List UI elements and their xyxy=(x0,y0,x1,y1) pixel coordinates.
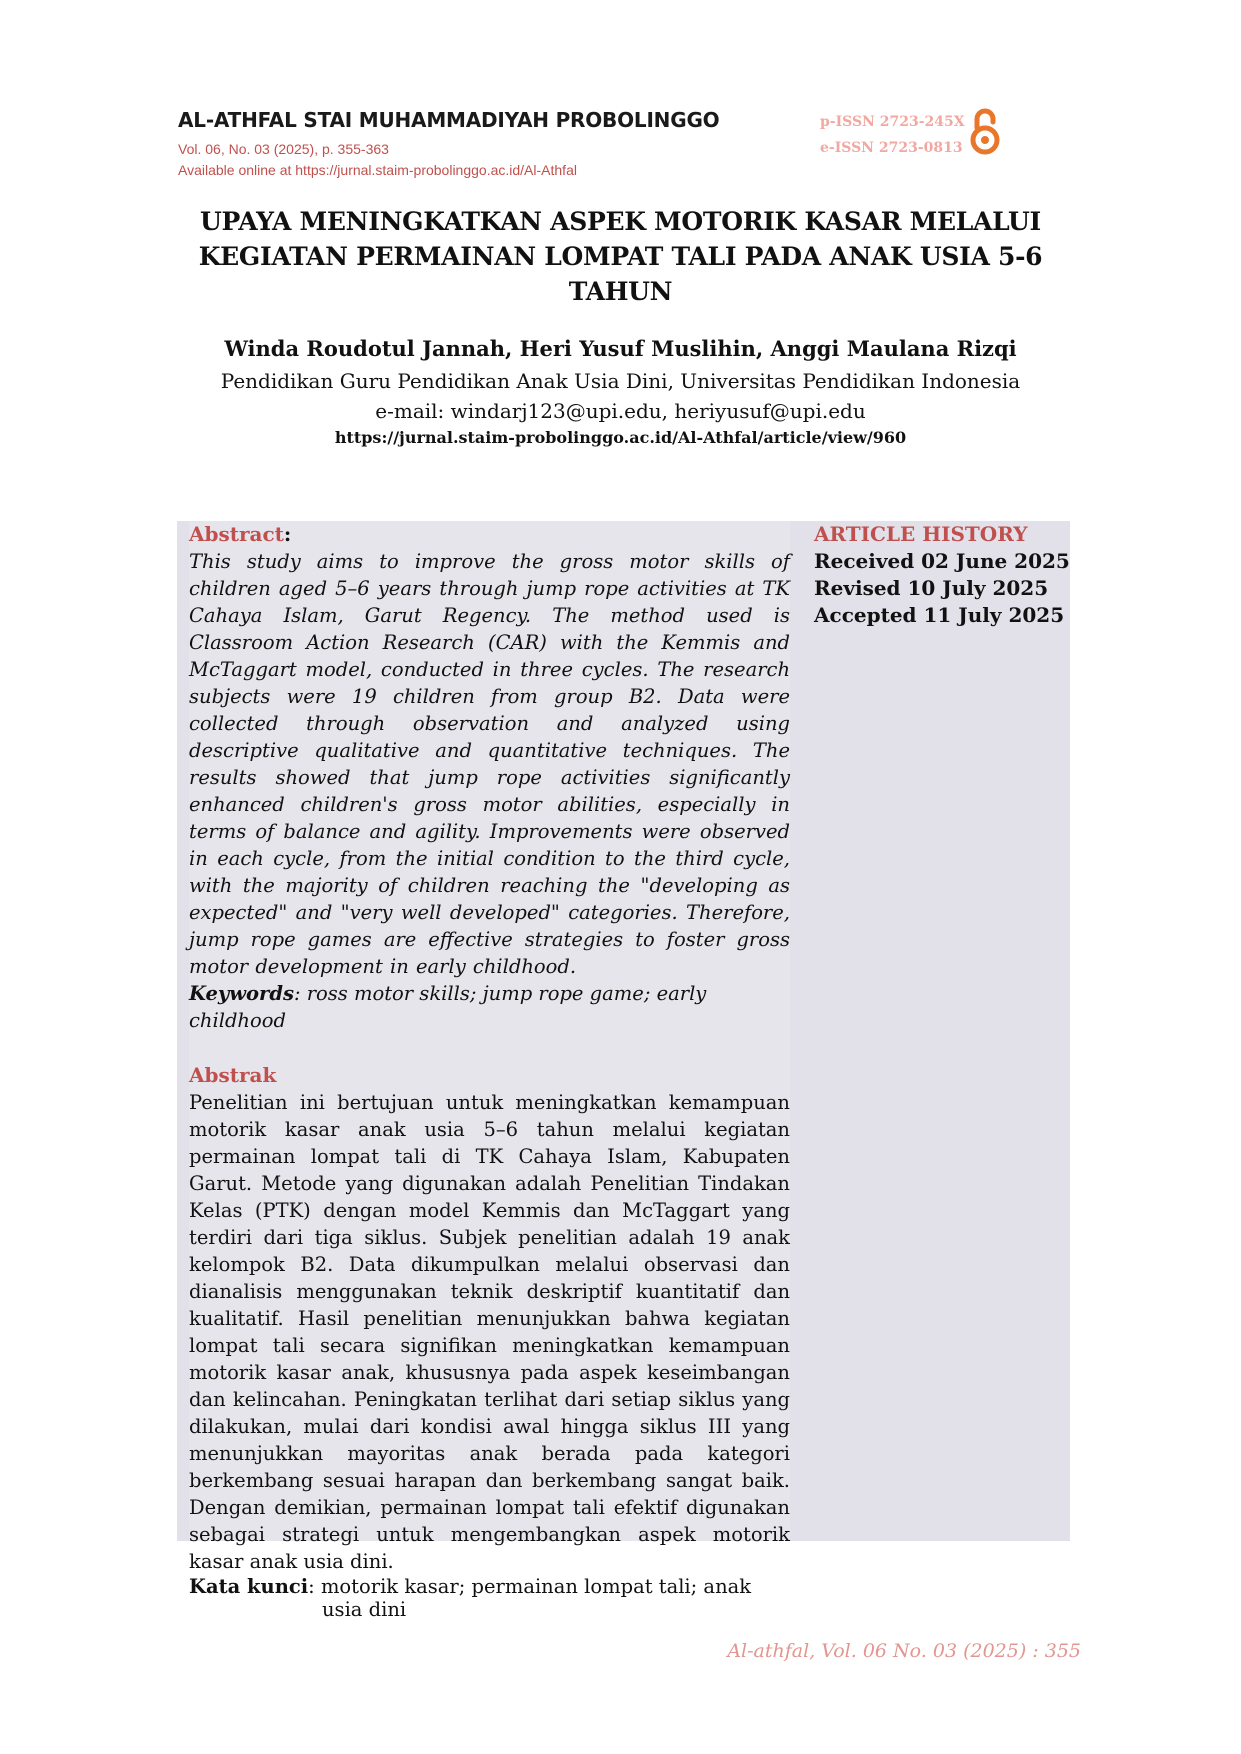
abstrak-heading: Abstrak xyxy=(189,1063,277,1087)
abstract-column xyxy=(189,521,790,1621)
received-date: Received 02 June 2025 xyxy=(814,549,1070,573)
article-url[interactable]: https://jurnal.staim-probolinggo.ac.id/Al-Athfal/article/view/960 xyxy=(334,428,907,447)
abstract-heading: Abstract: xyxy=(189,522,292,546)
article-history xyxy=(803,521,1070,1541)
email: e-mail: windarj123@upi.edu, heriyusuf@upi.edu xyxy=(375,399,866,423)
abstract-text: This study aims to improve the gross motor skills of children aged 5–6 years through jump rope activities at TK Cahaya Islam, Garut Regency. The method used is Classroom Action Research (CAR) with the Kemmis and McTaggart model, conducted in three cycles. The research subjects were 19 children from group B2. Data were collected through observation and analyzed using descriptive qualitative and quantitative techniques. The results showed that jump rope activities significantly enhanced children's gross motor abilities, especially in terms of balance and agility. Improvements were observed in each cycle, from the initial condition to the third cycle, with the majority of children reaching the "developing as expected" and "very well developed" categories. Therefore, jump rope games are effective strategies to foster gross motor development in early childhood. xyxy=(189,550,790,978)
accepted-date: Accepted 11 July 2025 xyxy=(814,603,1065,627)
e-issn: e-ISSN 2723-0813 xyxy=(820,140,963,156)
abstrak-text: Penelitian ini bertujuan untuk meningkatkan kemampuan motorik kasar anak usia 5–6 tahun melalui kegiatan permainan lompat tali di TK Cahaya Islam, Kabupaten Garut. Metode yang digunakan adalah Penelitian Tindakan Kelas (PTK) dengan model Kemmis dan McTaggart yang terdiri dari tiga siklus. Subjek penelitian adalah 19 anak kelompok B2. Data dikumpulkan melalui observasi dan dianalisis menggunakan teknik deskriptif kuantitatif dan kualitatif. Hasil penelitian menunjukkan bahwa kegiatan lompat tali secara signifikan meningkatkan kemampuan motorik kasar anak, khususnya pada aspek keseimbangan dan kelincahan. Peningkatan terlihat dari setiap siklus yang dilakukan, mulai dari kondisi awal hingga siklus III yang menunjukkan mayoritas anak berada pada kategori berkembang sesuai harapan dan berkembang sangat baik. Dengan demikian, permainan lompat tali efektif digunakan sebagai strategi untuk mengembangkan aspek motorik kasar anak usia dini. xyxy=(189,1091,790,1573)
article-title: UPAYA MENINGKATKAN ASPEK MOTORIK KASAR MELALUI KEGIATAN PERMAINAN LOMPAT TALI PADA ANAK USIA 5-6 TAHUN xyxy=(198,207,1043,306)
authors: Winda Roudotul Jannah, Heri Yusuf Muslihin, Anggi Maulana Rizqi xyxy=(224,336,1017,361)
p-issn: p-ISSN 2723-245X xyxy=(820,114,965,130)
history-heading: ARTICLE HISTORY xyxy=(814,522,1028,546)
keywords: Keywords: ross motor skills; jump rope game; early childhood xyxy=(189,982,707,1032)
open-access-icon xyxy=(968,106,1002,156)
affiliation: Pendidikan Guru Pendidikan Anak Usia Dini, Universitas Pendidikan Indonesia xyxy=(220,369,1021,393)
available-online-link[interactable]: Available online at https://jurnal.staim-probolinggo.ac.id/Al-Athfal xyxy=(178,162,577,178)
journal-name: AL-ATHFAL STAI MUHAMMADIYAH PROBOLINGGO xyxy=(178,108,720,132)
revised-date: Revised 10 July 2025 xyxy=(814,576,1049,600)
abstract-box xyxy=(177,521,1070,1621)
kata-kunci: Kata kunci: motorik kasar; permainan lompat tali; anak usia dini xyxy=(189,1575,752,1621)
footer-citation: Al-athfal, Vol. 06 No. 03 (2025) : 355 xyxy=(727,1640,1081,1662)
volume-pages: Vol. 06, No. 03 (2025), p. 355-363 xyxy=(178,141,389,157)
